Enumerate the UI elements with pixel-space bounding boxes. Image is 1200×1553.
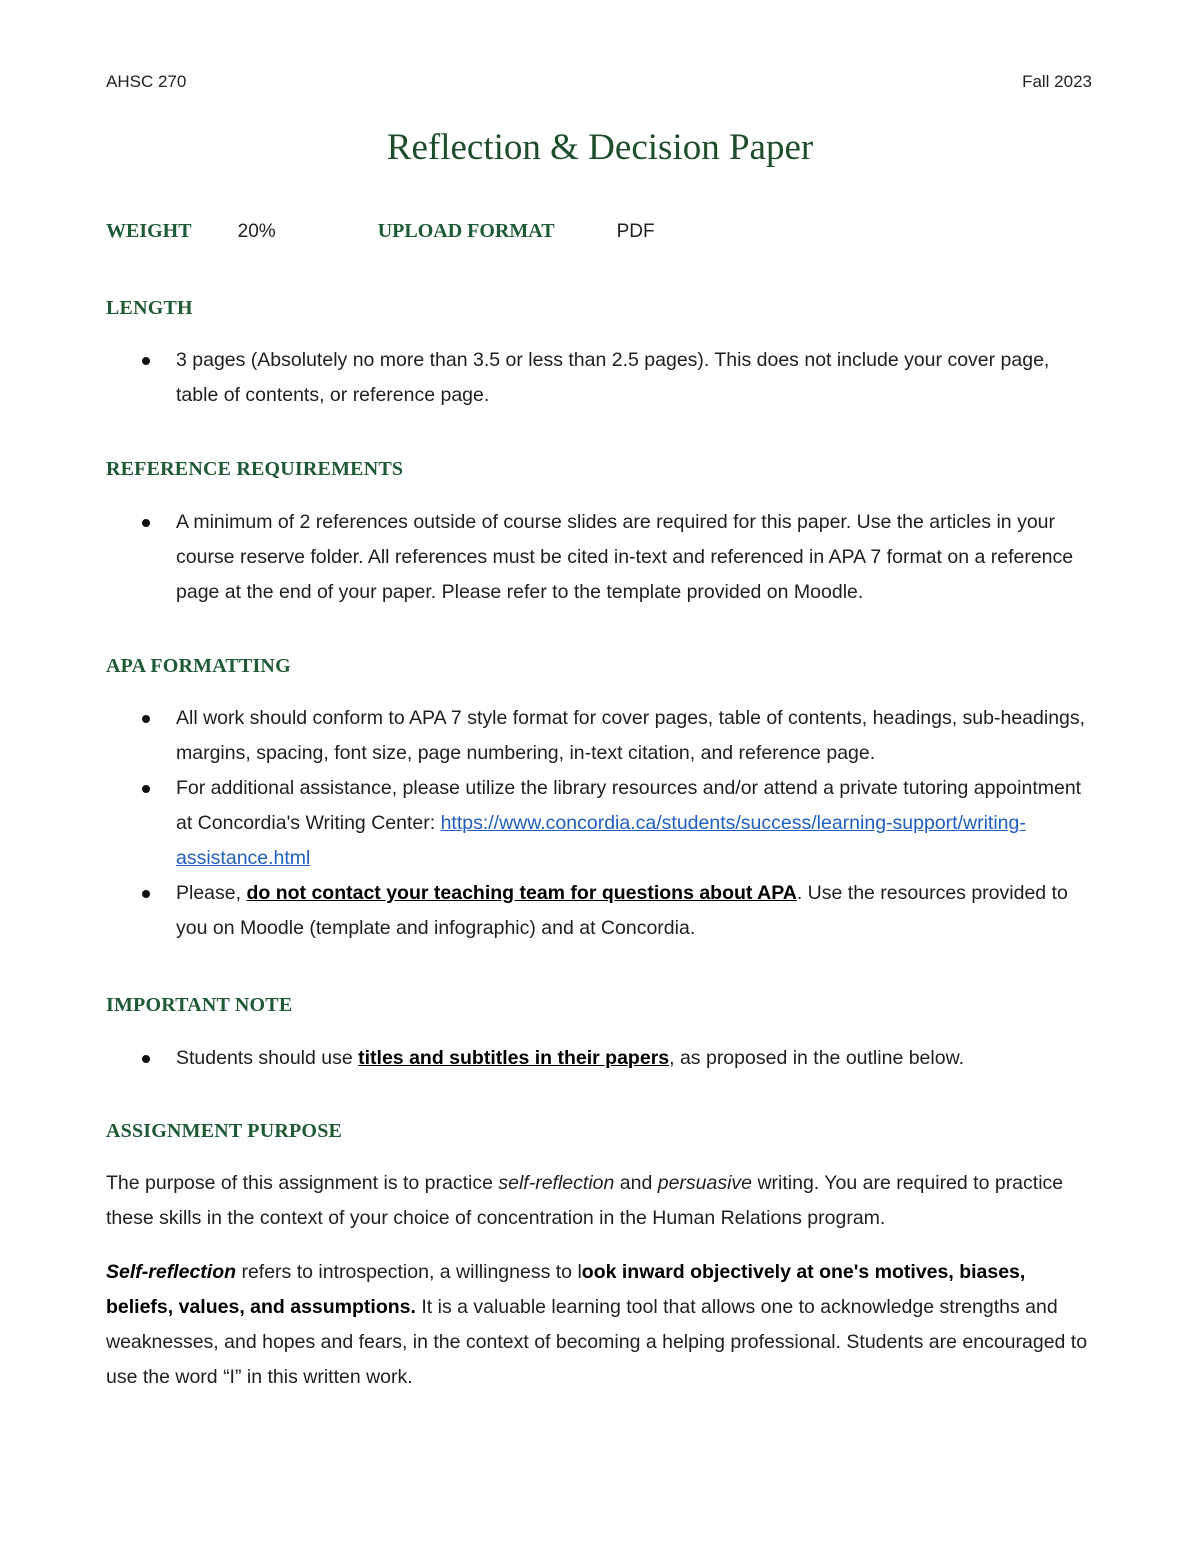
list-item: A minimum of 2 references outside of course slides are required for this paper. Use the articles in your course reserve folder. All references must be cited in-text and referenced in APA 7 format on a reference page at the end of your paper. Please refer to the template provided on Moodle. xyxy=(140,505,1090,610)
bullet-icon xyxy=(142,785,150,793)
list-item: Students should use titles and subtitles in their papers, as proposed in the outline below. xyxy=(140,1041,1090,1076)
bullet-icon xyxy=(142,1055,150,1063)
meta-row xyxy=(106,220,655,243)
purpose-heading: ASSIGNMENT PURPOSE xyxy=(106,1120,343,1142)
reference-heading: REFERENCE REQUIREMENTS xyxy=(106,458,404,480)
format-label: UPLOAD FORMAT xyxy=(377,220,555,242)
list-item: Please, do not contact your teaching team for questions about APA. Use the resources provided to you on Moodle (template and infographic) and at Concordia. xyxy=(140,876,1090,946)
weight-label: WEIGHT xyxy=(106,220,192,242)
bullet-icon xyxy=(142,519,150,527)
list-item: For additional assistance, please utilize the library resources and/or attend a private tutoring appointment at Concordia's Writing Center: https://www.concordia.ca/students/success/learning-support/writing-assistance.html xyxy=(140,771,1090,876)
apa-list xyxy=(140,701,1090,946)
bullet-icon xyxy=(142,890,150,898)
page-title: Reflection & Decision Paper xyxy=(386,127,814,168)
length-heading: LENGTH xyxy=(106,297,193,319)
page-header xyxy=(106,72,1092,92)
writing-center-link[interactable]: https://www.concordia.ca/students/success/learning-support/writing-assistance.html xyxy=(176,812,1026,869)
list-item: 3 pages (Absolutely no more than 3.5 or less than 2.5 pages). This does not include your cover page, table of contents, or reference page. xyxy=(140,343,1090,413)
bullet-icon xyxy=(142,715,150,723)
apa-heading: APA FORMATTING xyxy=(106,655,291,677)
length-list xyxy=(140,343,1090,413)
term: Fall 2023 xyxy=(1022,72,1092,91)
format-value: PDF xyxy=(616,221,655,242)
weight-value: 20% xyxy=(237,221,276,242)
course-code: AHSC 270 xyxy=(106,72,187,91)
list-item: All work should conform to APA 7 style format for cover pages, table of contents, headings, sub-headings, margins, spacing, font size, page numbering, in-text citation, and reference page. xyxy=(140,701,1090,771)
reference-list xyxy=(140,505,1090,610)
note-heading: IMPORTANT NOTE xyxy=(106,994,293,1016)
note-list xyxy=(140,1041,1090,1076)
self-reflection-paragraph: Self-reflection refers to introspection, a willingness to look inward objectively at one's motives, biases, beliefs, values, and assumptions. It is a valuable learning tool that allows one to acknowledge strengths and weaknesses, and hopes and fears, in the context of becoming a helping professional. Students are encouraged to use the word “I” in this written work. xyxy=(106,1261,1088,1388)
purpose-paragraph: The purpose of this assignment is to practice self-reflection and persuasive writing. You are required to practice these skills in the context of your choice of concentration in the Human Relations program. xyxy=(106,1172,1064,1229)
bullet-icon xyxy=(142,357,150,365)
